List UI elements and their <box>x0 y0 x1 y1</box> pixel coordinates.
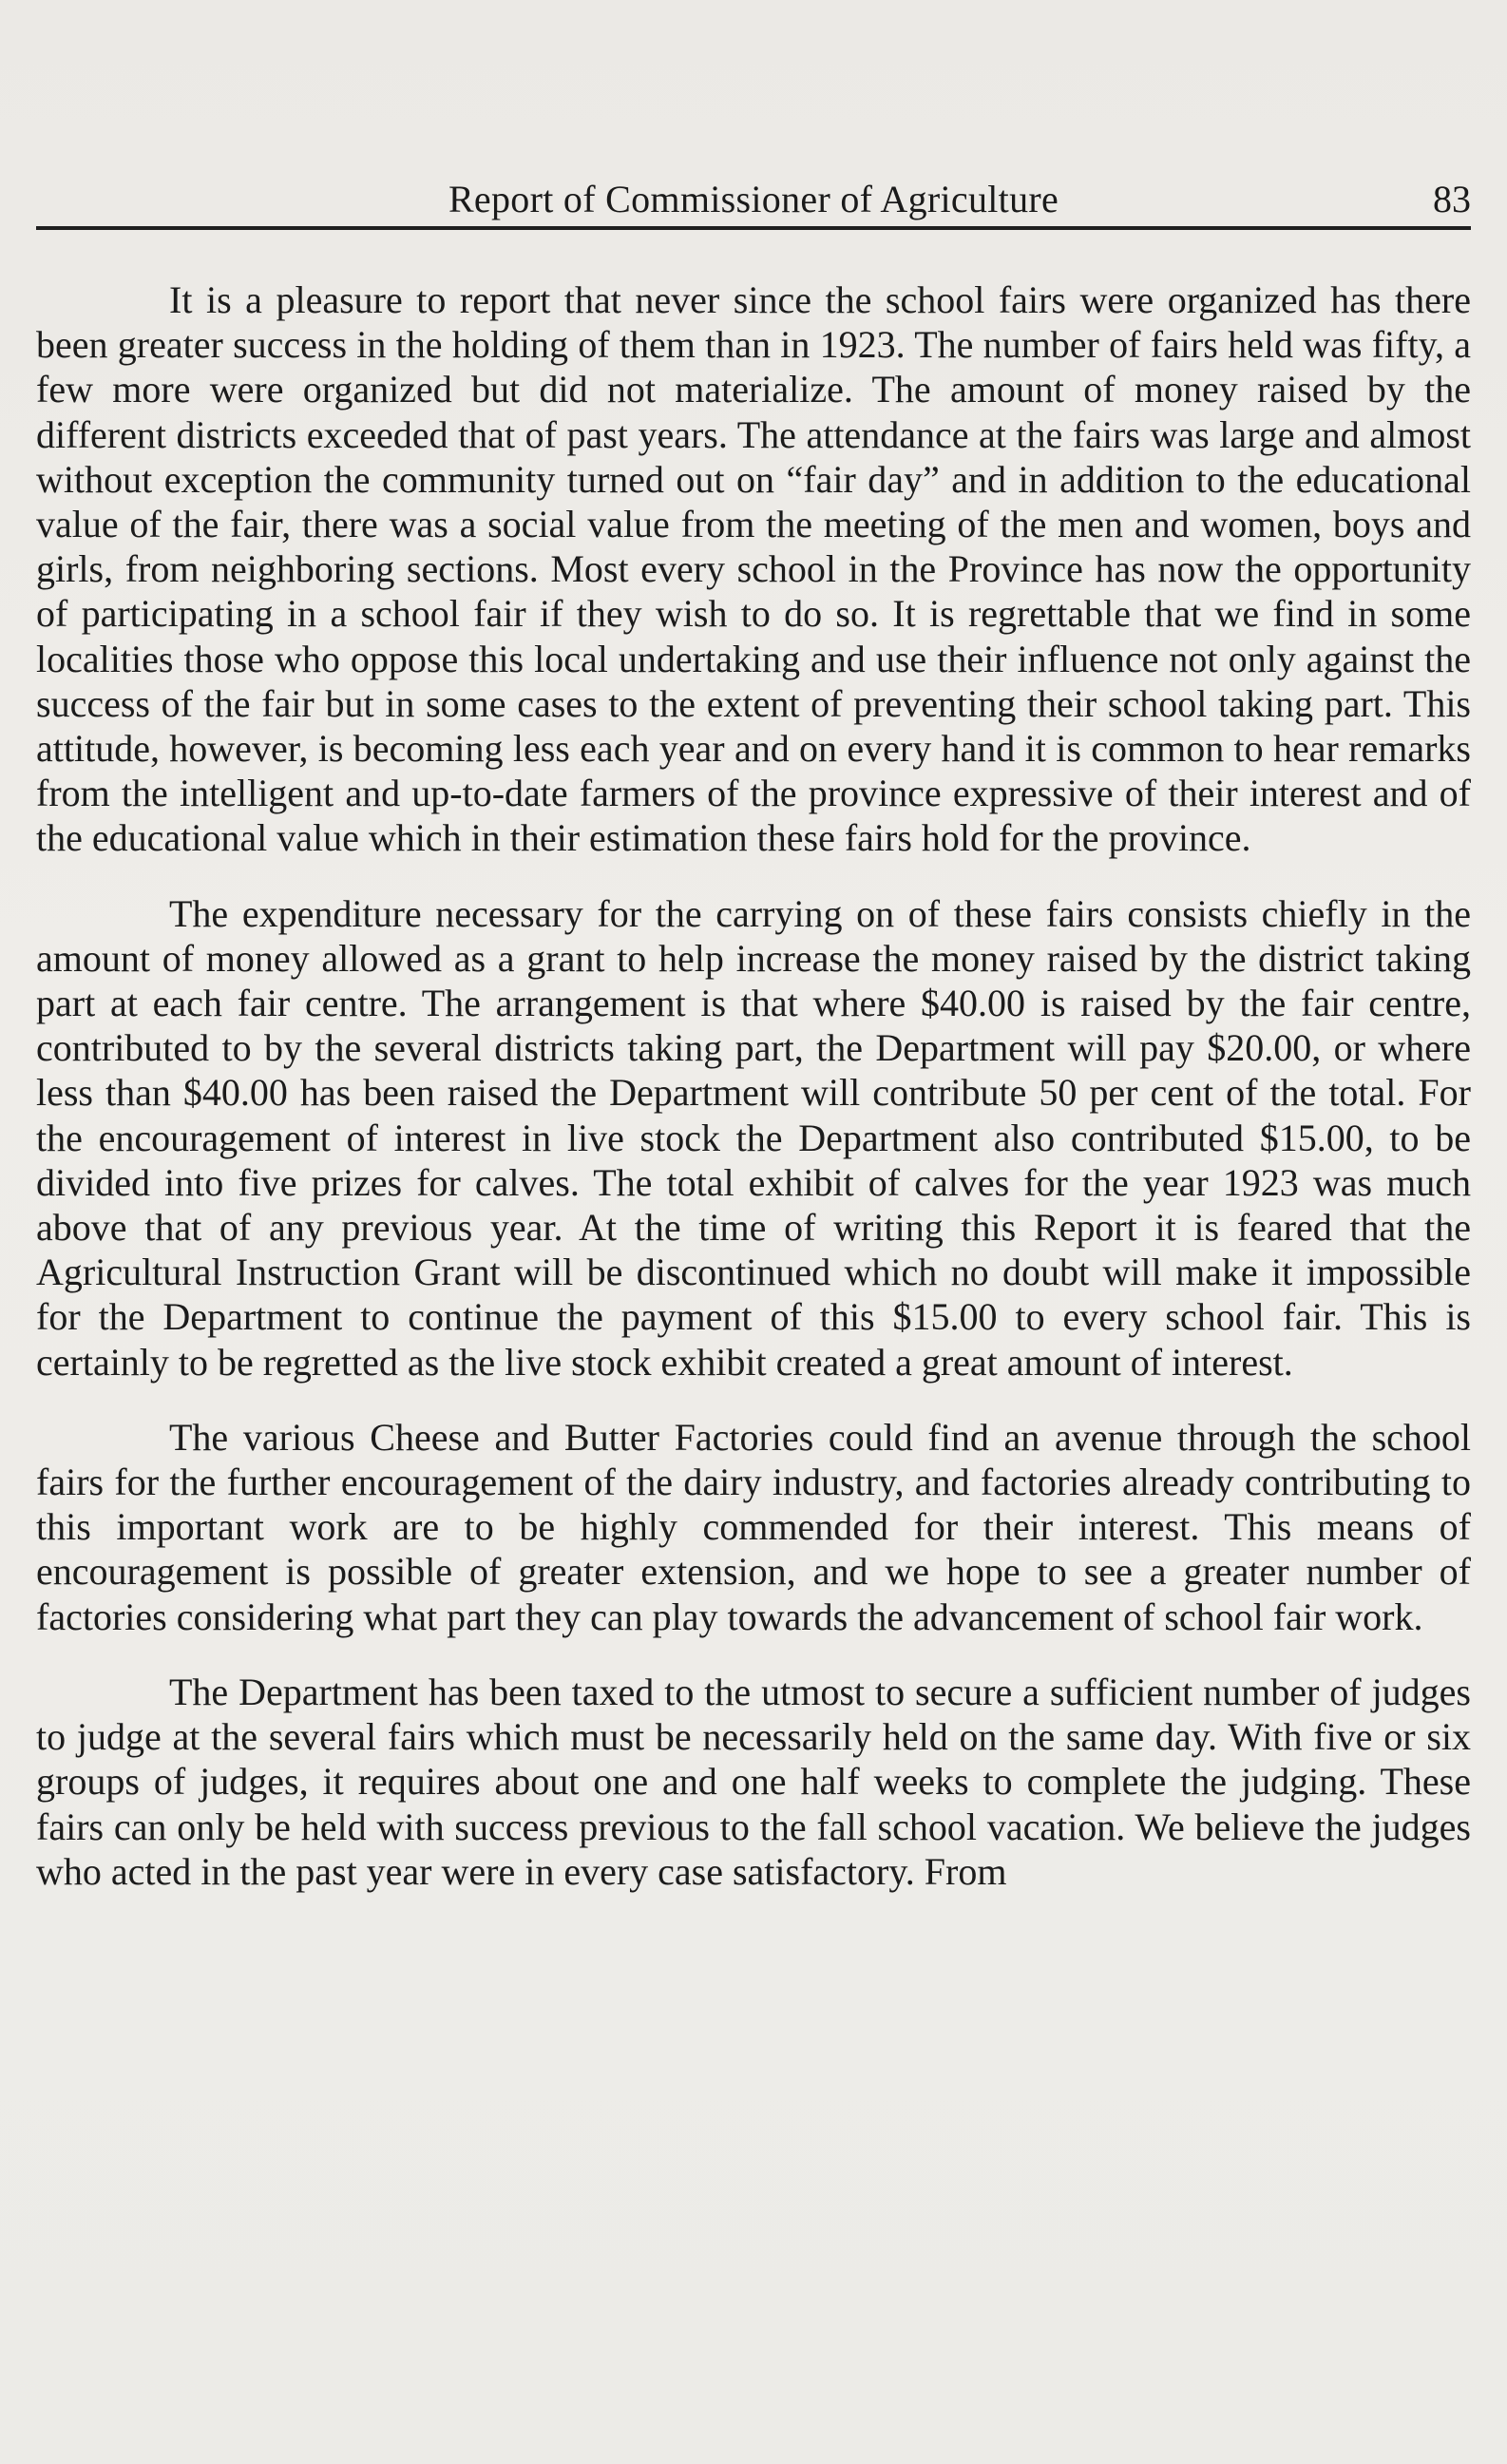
running-title: Report of Commissioner of Agriculture <box>448 178 1059 220</box>
paragraph: The various Cheese and Butter Factories could find an avenue through the school fairs for the further encouragement of the dairy industry, and factories already contributing to this important work are to be highly commended for their interest. This means of encouragement is possible of greater extension, and we hope to see a greater number of factories considering what part they can play towards the advancement of school fair work. <box>36 1415 1471 1638</box>
paragraph: It is a pleasure to report that never since the school fairs were organized has there been greater success in the holding of them than in 1923. The number of fairs held was fifty, a few more were organized but did not materialize. The amount of money raised by the different districts exceeded that of past years. The attendance at the fairs was large and almost without exception the community turned out on “fair day” and in addition to the educational value of the fair, there was a social value from the meeting of the men and women, boys and girls, from neighboring sections. Most every school in the Province has now the opportunity of participating in a school fair if they wish to do so. It is regrettable that we find in some localities those who oppose this local undertaking and use their influence not only against the success of the fair but in some cases to the extent of preventing their school taking part. This attitude, however, is becoming less each year and on every hand it is common to hear remarks from the intelligent and up-to-date farmers of the province expressive of their interest and of the educational value which in their estimation these fairs hold for the province. <box>36 278 1471 860</box>
page-header <box>36 169 1471 230</box>
paragraph: The expenditure necessary for the carrying on of these fairs consists chiefly in the amount of money allowed as a grant to help increase the money raised by the district taking part at each fair centre. The arrangement is that where $40.00 is raised by the fair centre, contributed to by the several districts taking part, the Department will pay $20.00, or where less than $40.00 has been raised the Department will contribute 50 per cent of the total. For the encouragement of interest in live stock the Department also contributed $15.00, to be divided into five prizes for calves. The total exhibit of calves for the year 1923 was much above that of any previous year. At the time of writing this Report it is feared that the Agricultural Instruction Grant will be discontinued which no doubt will make it impossible for the Department to continue the payment of this $15.00 to every school fair. This is certainly to be regretted as the live stock exhibit created a great amount of interest. <box>36 891 1471 1384</box>
page-number: 83 <box>1433 178 1471 220</box>
paragraph: The Department has been taxed to the utmost to secure a sufficient number of judges to judge at the several fairs which must be necessarily held on the same day. With five or six groups of judges, it requires about one and one half weeks to complete the judging. These fairs can only be held with success previous to the fall school vacation. We believe the judges who acted in the past year were in every case satisfactory. From <box>36 1670 1471 1893</box>
body-text <box>36 277 1471 1924</box>
